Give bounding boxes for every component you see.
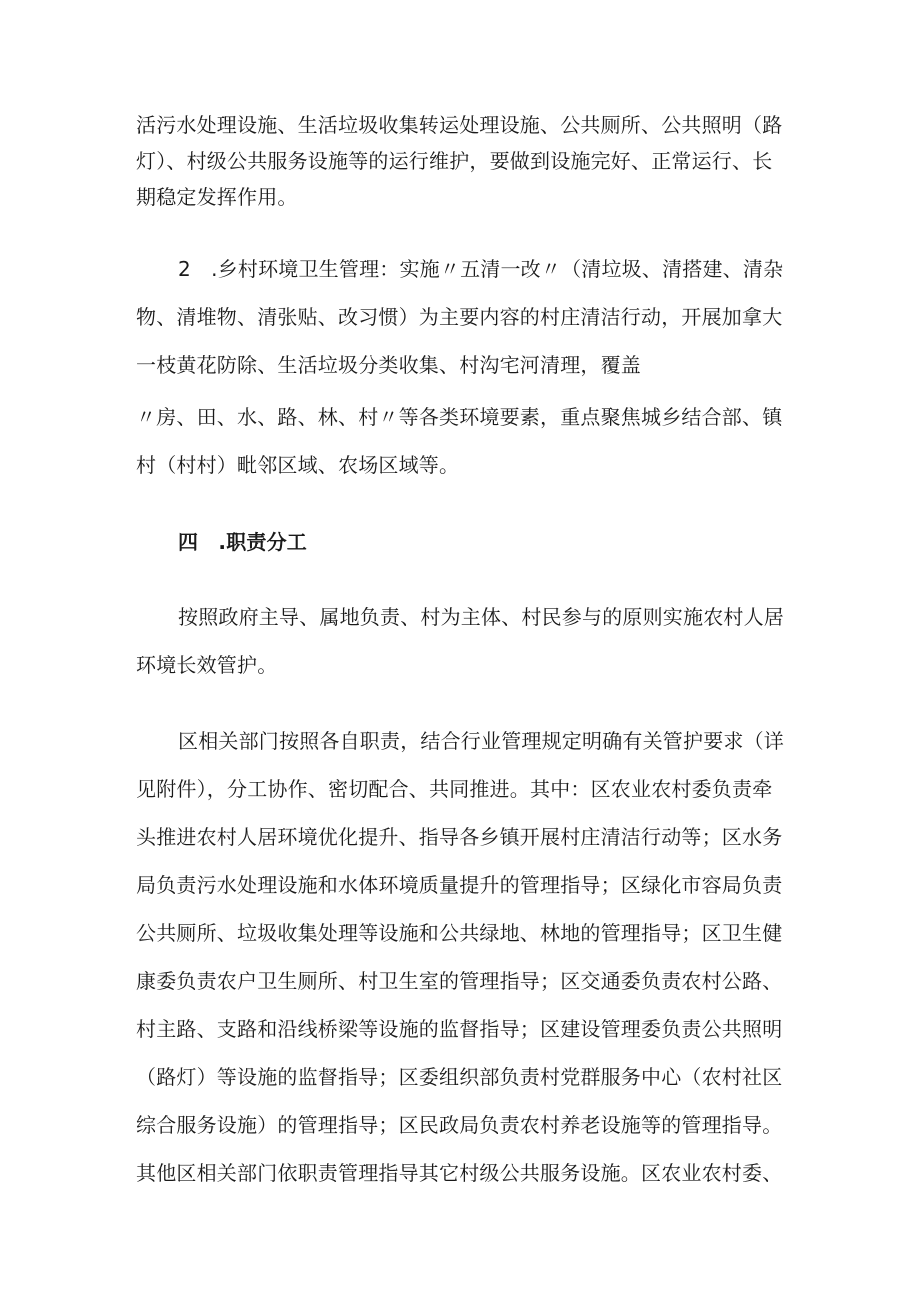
paragraph-4-line-4: 局负责污水处理设施和水体环境质量提升的管理指导；区绿化市容局负责 bbox=[136, 873, 783, 897]
section-heading: 四 .职责分工 bbox=[178, 530, 307, 554]
paragraph-1-line-2: 灯）、村级公共服务设施等的运行维护，要做到设施完好、正常运行、长 bbox=[136, 149, 773, 173]
paragraph-2-line-3: 一枝黄花防除、生活垃圾分类收集、村沟宅河清理，覆盖 bbox=[136, 353, 641, 377]
paragraph-1-line-3: 期稳定发挥作用。 bbox=[136, 185, 298, 209]
paragraph-2-line-1: 2 .乡村环境卫生管理：实施〃五清一改〃（清垃圾、清搭建、清杂 bbox=[178, 257, 784, 281]
paragraph-4-line-6: 康委负责农户卫生厕所、村卫生室的管理指导；区交通委负责农村公路、 bbox=[136, 969, 783, 993]
paragraph-4-line-1: 区相关部门按照各自职责，结合行业管理规定明确有关管护要求（详 bbox=[178, 729, 784, 753]
paragraph-4-line-10: 其他区相关部门依职责管理指导其它村级公共服务设施。区农业农村委、 bbox=[136, 1161, 783, 1185]
paragraph-4-line-7: 村主路、支路和沿线桥梁等设施的监督指导；区建设管理委负责公共照明 bbox=[136, 1017, 783, 1041]
paragraph-2-line-2: 物、清堆物、清张贴、改习惯）为主要内容的村庄清洁行动，开展加拿大 bbox=[136, 305, 783, 329]
paragraph-3-line-2: 环境长效管护。 bbox=[136, 653, 278, 677]
paragraph-1-line-1: 活污水处理设施、生活垃圾收集转运处理设施、公共厕所、公共照明（路 bbox=[136, 113, 783, 137]
paragraph-2-line-4: 〃房、田、水、路、林、村〃等各类环境要素，重点聚焦城乡结合部、镇 bbox=[136, 405, 783, 429]
paragraph-2-line-5: 村（村村）毗邻区域、农场区域等。 bbox=[136, 453, 460, 477]
paragraph-3-line-1: 按照政府主导、属地负责、村为主体、村民参与的原则实施农村人居 bbox=[178, 605, 784, 629]
paragraph-4-line-8: （路灯）等设施的监督指导；区委组织部负责村党群服务中心（农村社区 bbox=[136, 1065, 783, 1089]
paragraph-4-line-3: 头推进农村人居环境优化提升、指导各乡镇开展村庄清洁行动等；区水务 bbox=[136, 825, 783, 849]
paragraph-4-line-9: 综合服务设施）的管理指导；区民政局负责农村养老设施等的管理指导。 bbox=[136, 1113, 783, 1137]
paragraph-4-line-5: 公共厕所、垃圾收集处理等设施和公共绿地、林地的管理指导；区卫生健 bbox=[136, 921, 783, 945]
paragraph-4-line-2: 见附件），分工协作、密切配合、共同推进。其中：区农业农村委负责牵 bbox=[136, 777, 773, 801]
